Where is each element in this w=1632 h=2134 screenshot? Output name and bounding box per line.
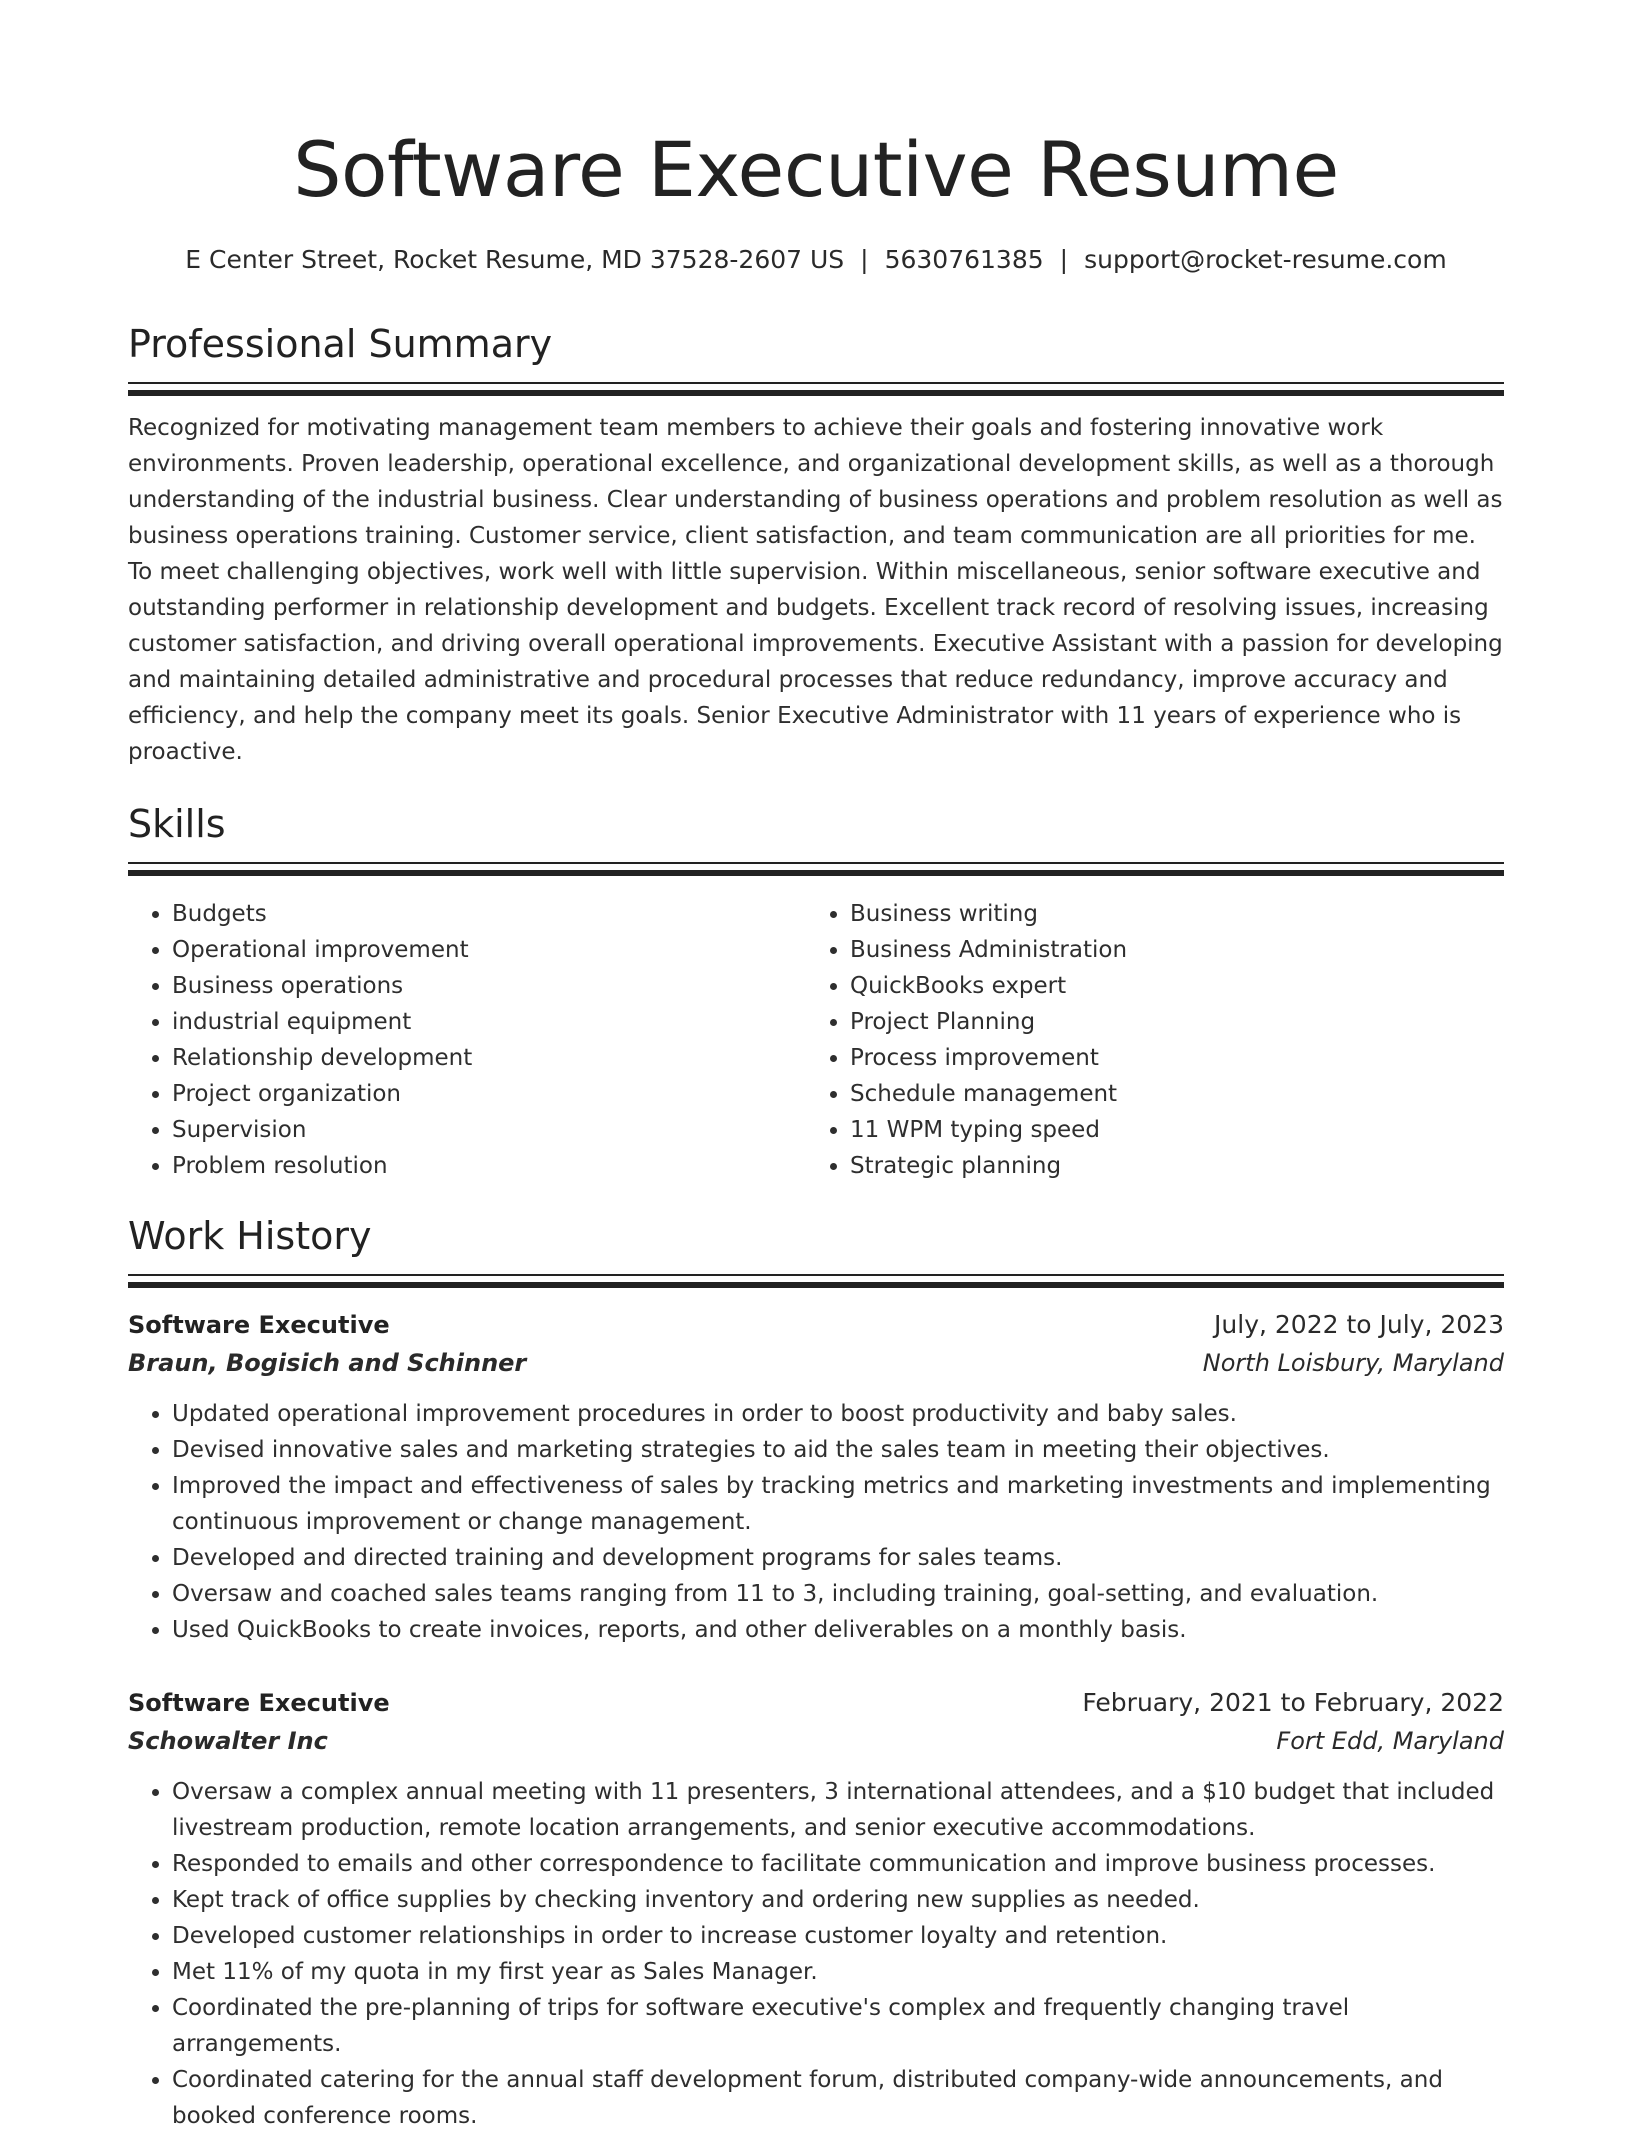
job-company: Braun, Bogisich and Schinner: [128, 1349, 527, 1377]
resume-title: Software Executive Resume: [293, 125, 1339, 214]
contact-line: [128, 242, 1504, 278]
skill-item: • Business Administration: [850, 932, 1484, 968]
skill-item: • 11 WPM typing speed: [850, 1112, 1484, 1148]
skills-column-right: [806, 896, 1484, 1184]
contact-email: support@rocket-resume.com: [1084, 245, 1447, 274]
skills-section: [128, 798, 1504, 1184]
skill-item: • Business operations: [172, 968, 806, 1004]
section-divider: [128, 1274, 1504, 1288]
skill-item: • Project Planning: [850, 1004, 1484, 1040]
job-bullet: • Improved the impact and effectiveness of sales by tracking metrics and marketing investments and implementing continuous improvement or change management.: [172, 1468, 1504, 1540]
job-title: Software Executive: [128, 1311, 390, 1339]
job-location: North Loisbury, Maryland: [1202, 1349, 1504, 1377]
section-divider: [128, 382, 1504, 396]
job-bullets: [128, 1774, 1504, 2134]
skill-item: • Process improvement: [850, 1040, 1484, 1076]
summary-text: Recognized for motivating management team members to achieve their goals and fostering innovative work environments. Proven leadership, operational excellence, and organizational development skills, as well as a thorough understanding of the industrial business. Clear understanding of business operations and problem resolution as well as business operations training. Customer service, client satisfaction, and team communication are all priorities for me. To meet challenging objectives, work well with little supervision. Within miscellaneous, senior software executive and outstanding performer in relationship development and budgets. Excellent track record of resolving issues, increasing customer satisfaction, and driving overall operational improvements. Executive Assistant with a passion for developing and maintaining detailed administrative and procedural processes that reduce redundancy, improve accuracy and efficiency, and help the company meet its goals. Senior Executive Administrator with 11 years of experience who is proactive.: [128, 415, 1503, 765]
job-location: Fort Edd, Maryland: [1276, 1727, 1504, 1755]
job-dates: July, 2022 to July, 2023: [1214, 1310, 1504, 1339]
job-bullet: • Developed and directed training and development programs for sales teams.: [172, 1540, 1504, 1576]
job-header-row: [128, 1306, 1504, 1344]
resume-page: [128, 0, 1504, 2134]
job-bullet: • Kept track of office supplies by checking inventory and ordering new supplies as needed.: [172, 1882, 1504, 1918]
job-entry: [128, 1684, 1504, 2134]
section-heading-work: Work History: [128, 1214, 372, 1258]
job-header-row: [128, 1684, 1504, 1722]
job-dates: February, 2021 to February, 2022: [1082, 1688, 1504, 1717]
job-company-row: [128, 1344, 1504, 1382]
job-bullet: • Met 11% of my quota in my first year as Sales Manager.: [172, 1954, 1504, 1990]
job-bullet: • Devised innovative sales and marketing strategies to aid the sales team in meeting their objectives.: [172, 1432, 1504, 1468]
skills-grid: [128, 896, 1504, 1184]
job-bullet: • Oversaw and coached sales teams ranging from 11 to 3, including training, goal-setting, and evaluation.: [172, 1576, 1504, 1612]
job-bullet: • Coordinated the pre-planning of trips for software executive's complex and frequently changing travel arrangements.: [172, 1990, 1504, 2062]
job-company: Schowalter Inc: [128, 1727, 328, 1755]
job-bullet: • Responded to emails and other correspondence to facilitate communication and improve business processes.: [172, 1846, 1504, 1882]
skill-item: • Schedule management: [850, 1076, 1484, 1112]
skill-item: • Problem resolution: [172, 1148, 806, 1184]
job-entry: [128, 1306, 1504, 1648]
contact-separator: |: [860, 245, 869, 274]
professional-summary-section: [128, 318, 1504, 770]
job-bullet: • Oversaw a complex annual meeting with 11 presenters, 3 international attendees, and a $10 budget that included livestream production, remote location arrangements, and senior executive accommodations.: [172, 1774, 1504, 1846]
section-divider: [128, 862, 1504, 876]
work-history-section: [128, 1210, 1504, 2134]
job-bullet: • Updated operational improvement procedures in order to boost productivity and baby sales.: [172, 1396, 1504, 1432]
contact-separator: |: [1059, 245, 1069, 274]
skill-item: • Operational improvement: [172, 932, 806, 968]
skill-item: • Business writing: [850, 896, 1484, 932]
section-heading-skills: Skills: [128, 802, 226, 846]
job-bullets: [128, 1396, 1504, 1648]
skills-column-left: [128, 896, 806, 1184]
section-heading-summary: Professional Summary: [128, 322, 553, 366]
job-bullet: • Coordinated catering for the annual staff development forum, distributed company-wide announcements, and booked conference rooms.: [172, 2062, 1504, 2134]
skill-item: • Supervision: [172, 1112, 806, 1148]
job-company-row: [128, 1722, 1504, 1760]
skill-item: • QuickBooks expert: [850, 968, 1484, 1004]
contact-phone: 5630761385: [884, 245, 1044, 274]
skill-item: • industrial equipment: [172, 1004, 806, 1040]
job-bullet: • Used QuickBooks to create invoices, reports, and other deliverables on a monthly basis.: [172, 1612, 1504, 1648]
skill-item: • Budgets: [172, 896, 806, 932]
skill-item: • Project organization: [172, 1076, 806, 1112]
skill-item: • Relationship development: [172, 1040, 806, 1076]
skill-item: • Strategic planning: [850, 1148, 1484, 1184]
job-title: Software Executive: [128, 1689, 390, 1717]
job-bullet: • Developed customer relationships in order to increase customer loyalty and retention.: [172, 1918, 1504, 1954]
contact-address: E Center Street, Rocket Resume, MD 37528-2607 US: [185, 245, 845, 274]
